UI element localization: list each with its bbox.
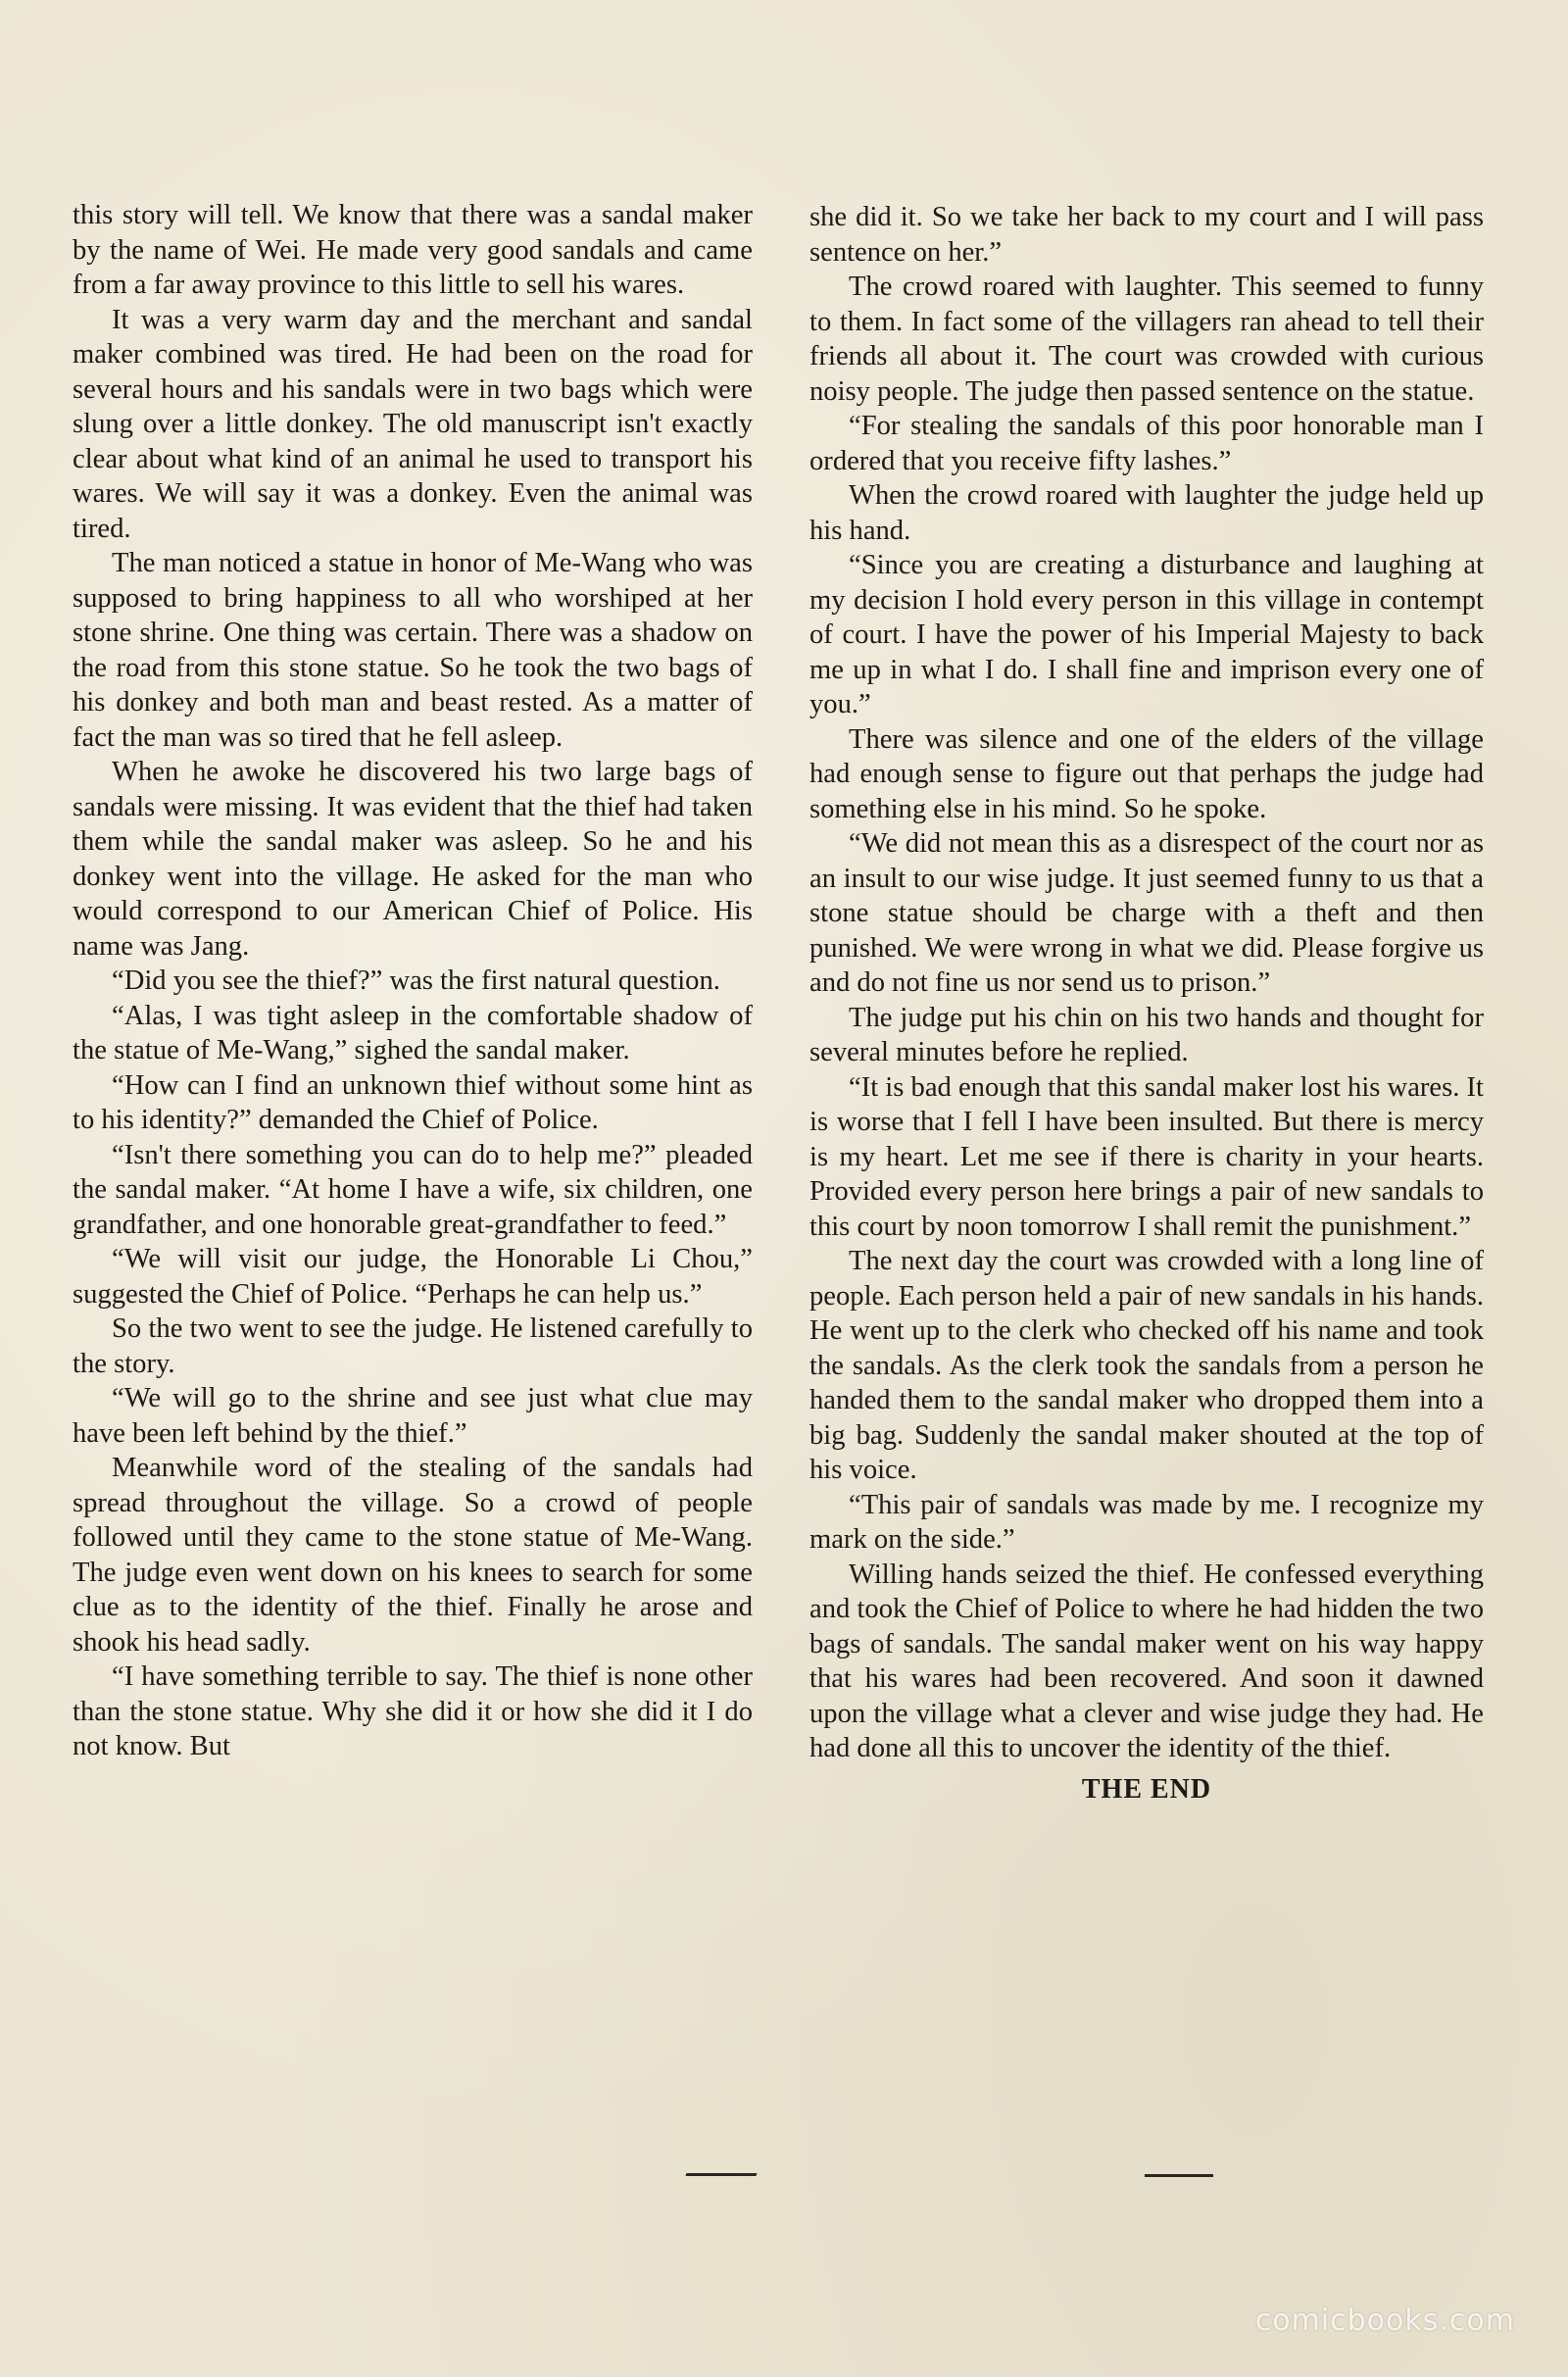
- paragraph: “Isn't there something you can do to help me?” pleaded the sandal maker. “At home I have a wife, six children, one grandfather, and one honorable great-grandfather to feed.”: [73, 1139, 753, 1240]
- watermark: comicbooks.com: [1254, 2303, 1515, 2338]
- paragraph: So the two went to see the judge. He listened carefully to the story.: [73, 1313, 753, 1379]
- paragraph: “For stealing the sandals of this poor honorable man I ordered that you receive fifty lashes.”: [809, 411, 1484, 476]
- paragraph: “I have something terrible to say. The thief is none other than the stone statue. Why she did it or how she did it I do not know. But: [73, 1661, 753, 1761]
- paragraph: “Since you are creating a disturbance and laughing at my decision I hold every person in this village in contempt of court. I have the power of his Imperial Majesty to back me up in what I do. I shall fine and imprison every one of you.”: [809, 550, 1484, 719]
- paragraph: “We will visit our judge, the Honorable Li Chou,” suggested the Chief of Police. “Perhaps he can help us.”: [73, 1244, 753, 1310]
- paragraph: There was silence and one of the elders of the village had enough sense to figure out that perhaps the judge had something else in his mind. So he spoke.: [809, 723, 1484, 824]
- paragraph: When he awoke he discovered his two large bags of sandals were missing. It was evident that the thief had taken them while the sandal maker was asleep. So he and his donkey went into the village. He asked for the man who would correspond to our American Chief of Police. His name was Jang.: [73, 757, 753, 962]
- paragraph: “Did you see the thief?” was the first natural question.: [112, 966, 720, 996]
- column-end-rule: [685, 2173, 757, 2176]
- left-text-column: [73, 198, 753, 1764]
- paragraph: Willing hands seized the thief. He confessed everything and took the Chief of Police to where he had hidden the two bags of sandals. The sandal maker went on his way happy that his wares had been recovered. And soon it dawned upon the village what a clever and wise judge they had. He had done all this to uncover the identity of the thief.: [809, 1559, 1484, 1763]
- paragraph: The crowd roared with laughter. This seemed to funny to them. In fact some of the villagers ran ahead to tell their friends all about it. The court was crowded with curious noisy people. The judge then passed sentence on the statue.: [809, 272, 1484, 407]
- paragraph: The judge put his chin on his two hands and thought for several minutes before he replied.: [809, 1002, 1484, 1067]
- paragraph: “Alas, I was tight asleep in the comfortable shadow of the statue of Me-Wang,” sighed the sandal maker.: [73, 1000, 753, 1065]
- paragraph: “It is bad enough that this sandal maker lost his wares. It is worse that I fell I have been insulted. But there is mercy is my heart. Let me see if there is charity in your hearts. Provided every person here brings a pair of new sandals to this court by noon tomorrow I shall remit the punishment.”: [809, 1071, 1484, 1242]
- paragraph: this story will tell. We know that there was a sandal maker by the name of Wei. He made very good sandals and came from a far away province to this little to sell his wares.: [73, 200, 753, 300]
- paragraph: The man noticed a statue in honor of Me-Wang who was supposed to bring happiness to all who worshiped at her stone shrine. One thing was certain. There was a shadow on the road from this stone statue. So he took the two bags of his donkey and both man and beast rested. As a matter of fact the man was so tired that he fell asleep.: [73, 548, 753, 753]
- paragraph: “We did not mean this as a disrespect of the court nor as an insult to our wise judge. It just seemed funny to us that a stone statue should be charge with a theft and then punished. We were wrong in what we did. Please forgive us and do not fine us nor send us to prison.”: [809, 828, 1484, 998]
- paragraph: “This pair of sandals was made by me. I recognize my mark on the side.”: [809, 1489, 1484, 1555]
- paragraph: “How can I find an unknown thief without some hint as to his identity?” demanded the Chief of Police.: [73, 1069, 753, 1135]
- paragraph: Meanwhile word of the stealing of the sandals had spread throughout the village. So a crowd of people followed until they came to the stone statue of Me-Wang. The judge even went down on his knees to search for some clue as to the identity of the thief. Finally he arose and shook his head sadly.: [73, 1453, 753, 1658]
- right-text-column: [809, 200, 1484, 1807]
- paragraph: It was a very warm day and the merchant and sandal maker combined was tired. He had been on the road for several hours and his sandals were in two bags which were slung over a little donkey. The old manuscript isn't exactly clear about what kind of an animal he used to transport his wares. We will say it was a donkey. Even the animal was tired.: [73, 304, 753, 544]
- paragraph: she did it. So we take her back to my court and I will pass sentence on her.”: [809, 202, 1484, 268]
- paragraph: The next day the court was crowded with a long line of people. Each person held a pair of new sandals in his hands. He went up to the clerk who checked off his name and took the sandals. As the clerk took the sandals from a person he handed them to the sandal maker who dropped them into a big bag. Suddenly the sandal maker shouted at the top of his voice.: [809, 1246, 1484, 1485]
- the-end-rule: [1145, 2174, 1213, 2177]
- paragraph: “We will go to the shrine and see just what clue may have been left behind by the thief.”: [73, 1383, 753, 1449]
- the-end-label: THE END: [1081, 1773, 1212, 1805]
- paragraph: When the crowd roared with laughter the judge held up his hand.: [809, 480, 1484, 546]
